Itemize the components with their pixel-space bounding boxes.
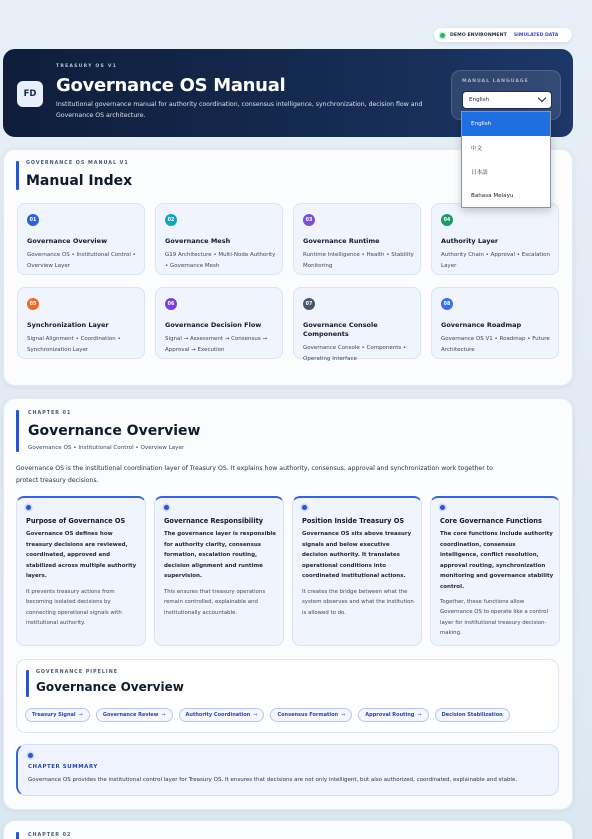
chapter-subtitle: Governance OS • Institutional Control • Overview Layer xyxy=(28,445,185,451)
pillar-title: Governance Responsibility xyxy=(164,517,264,525)
index-item-desc: Signal → Assessment → Consensus → Approval → Execution xyxy=(165,336,268,353)
index-item-title: Governance Mesh xyxy=(165,237,231,245)
arrow-right-icon: → xyxy=(341,712,346,718)
index-item-title: Authority Layer xyxy=(441,237,499,245)
pipeline-step[interactable] xyxy=(270,708,352,722)
accent-bar xyxy=(16,161,19,190)
language-label: MANUAL LANGUAGE xyxy=(462,79,529,84)
bullet-dot-icon xyxy=(302,505,307,510)
language-option-english[interactable]: English xyxy=(462,112,550,136)
bullet-dot-icon xyxy=(440,505,445,510)
index-number-badge: 03 xyxy=(303,214,315,226)
pillar-title: Position Inside Treasury OS xyxy=(302,517,405,525)
arrow-right-icon: → xyxy=(417,712,422,718)
pillar-note: This ensures that treasury operations remain controlled, explainable and institutionally accountable. xyxy=(164,589,266,616)
index-item-title: Governance Overview xyxy=(27,237,108,245)
pipeline-eyebrow: GOVERNANCE PIPELINE xyxy=(36,670,119,675)
pipeline-step-label: Consensus Formation xyxy=(277,712,339,718)
status-dot-icon xyxy=(440,33,445,38)
pipeline-step-label: Authority Coordination xyxy=(185,712,251,718)
arrow-right-icon: → xyxy=(161,712,166,718)
logo: FD xyxy=(17,81,43,107)
index-item-desc: Governance OS V1 • Roadmap • Future Architecture xyxy=(441,336,550,353)
summary-title: CHAPTER SUMMARY xyxy=(28,764,98,770)
chevron-down-icon xyxy=(538,94,546,102)
pillar-note: It prevents treasury actions from becoming isolated decisions by connecting operational signals with institutional authority. xyxy=(26,589,122,627)
pipeline-step[interactable] xyxy=(179,708,265,722)
pipeline-step[interactable] xyxy=(435,708,510,722)
index-item-01[interactable] xyxy=(17,203,145,275)
index-item-desc: Governance OS • Institutional Control • Overview Layer xyxy=(27,252,136,269)
pillar-lead: Governance OS defines how treasury decisions are reviewed, coordinated, approved and stabilized across multiple authority layers. xyxy=(26,531,137,580)
pipeline-step[interactable] xyxy=(96,708,173,722)
index-item-desc: Runtime Intelligence • Health • Stability Monitoring xyxy=(303,252,414,269)
hero-description: Institutional governance manual for authority coordination, consensus intelligence, synchronization, decision flow and Governance OS architecture. xyxy=(56,101,423,119)
chapter-02-card xyxy=(3,820,573,839)
pipeline-step[interactable] xyxy=(358,708,428,722)
pipeline-step-label: Governance Review xyxy=(102,712,159,718)
pillar-lead: Governance OS sits above treasury signals and below executive decision authority. It translates operational conditions into coordinated institutional actions. xyxy=(302,531,412,580)
language-option-japanese[interactable]: 日本語 xyxy=(471,170,488,176)
index-eyebrow: GOVERNANCE OS MANUAL V1 xyxy=(26,161,129,166)
index-number-badge: 08 xyxy=(441,298,453,310)
index-item-title: Synchronization Layer xyxy=(27,321,109,329)
index-item-title: Governance Decision Flow xyxy=(165,321,262,329)
index-number-badge: 06 xyxy=(165,298,177,310)
pillar-lead: The core functions include authority coordination, consensus intelligence, conflict resolution, approval routing, synchronization monitoring and governance stability control. xyxy=(440,531,554,590)
bullet-dot-icon xyxy=(164,505,169,510)
page-title: Governance OS Manual xyxy=(56,75,286,96)
pipeline-step-label: Treasury Signal xyxy=(32,712,76,718)
pipeline-steps xyxy=(25,708,510,722)
chapter-summary xyxy=(16,744,559,796)
chapter-title: Governance Overview xyxy=(28,423,201,439)
pillar-note: It creates the bridge between what the system observes and what the institution is allowed to do. xyxy=(302,589,414,616)
simulated-data-label: SIMULATED DATA xyxy=(513,32,559,38)
pipeline-step[interactable] xyxy=(25,708,90,722)
pillar-title: Core Governance Functions xyxy=(440,517,542,525)
index-item-03[interactable] xyxy=(293,203,421,275)
index-item-desc: Governance Console • Components • Operating Interface xyxy=(303,345,407,362)
pillar-note: Together, these functions allow Governance OS to operate like a control layer for institutional treasury decision-making. xyxy=(440,599,549,637)
arrow-right-icon: → xyxy=(78,712,83,718)
index-item-02[interactable] xyxy=(155,203,283,275)
pillar-title: Purpose of Governance OS xyxy=(26,517,126,525)
pipeline-step-label: Approval Routing xyxy=(365,712,415,718)
bullet-dot-icon xyxy=(26,505,31,510)
index-item-04[interactable] xyxy=(431,203,559,275)
bullet-dot-icon xyxy=(28,753,33,758)
language-option-malay[interactable]: Bahasa Melayu xyxy=(471,193,514,199)
environment-label: DEMO ENVIRONMENT xyxy=(450,32,507,38)
index-title: Manual Index xyxy=(26,173,133,189)
language-dropdown xyxy=(461,111,551,208)
pillar-lead: The governance layer is responsible for authority clarity, consensus formation, escalation routing, decision alignment and runtime supervision. xyxy=(164,531,277,580)
pillar-purpose xyxy=(16,496,146,646)
index-item-05[interactable] xyxy=(17,287,145,359)
pipeline-step-label: Decision Stabilization xyxy=(441,712,503,718)
accent-bar xyxy=(26,670,29,697)
pillar-responsibility xyxy=(154,496,284,646)
environment-badge xyxy=(434,28,572,42)
pillar-core-functions xyxy=(430,496,560,646)
chapter-intro: Governance OS is the institutional coordination layer of Treasury OS. It explains how authority, consensus, approval and synchronization work together to protect treasury decisions. xyxy=(16,465,493,484)
arrow-right-icon: → xyxy=(253,712,258,718)
hero-eyebrow: TREASURY OS V1 xyxy=(56,64,117,69)
language-option-chinese[interactable]: 中文 xyxy=(471,146,483,152)
accent-bar xyxy=(16,410,19,452)
index-item-08[interactable] xyxy=(431,287,559,359)
index-number-badge: 01 xyxy=(27,214,39,226)
pillar-position xyxy=(292,496,422,646)
index-number-badge: 07 xyxy=(303,298,315,310)
chapter-eyebrow: CHAPTER 02 xyxy=(28,833,72,838)
index-item-title: Governance Roadmap xyxy=(441,321,522,329)
index-item-desc: Authority Chain • Approval • Escalation Layer xyxy=(441,252,550,269)
index-item-desc: G19 Architecture • Multi-Node Authority • Governance Mesh xyxy=(165,252,276,269)
language-selected-value: English xyxy=(469,97,490,103)
index-item-07[interactable] xyxy=(293,287,421,362)
pipeline-title: Governance Overview xyxy=(36,680,184,694)
chapter-eyebrow: CHAPTER 01 xyxy=(28,411,72,416)
index-item-title: Governance Console Components xyxy=(303,321,378,338)
index-item-title: Governance Runtime xyxy=(303,237,380,245)
index-number-badge: 05 xyxy=(27,298,39,310)
language-select[interactable] xyxy=(462,91,552,109)
governance-pipeline xyxy=(16,659,559,733)
summary-text: Governance OS provides the institutional control layer for Treasury OS. It ensures that decisions are not only intelligent, but also authorized, coordinated, explainable and stable. xyxy=(28,777,518,783)
accent-bar xyxy=(16,832,19,839)
index-item-desc: Signal Alignment • Coordination • Synchronization Layer xyxy=(27,336,121,353)
index-number-badge: 02 xyxy=(165,214,177,226)
index-number-badge: 04 xyxy=(441,214,453,226)
index-item-06[interactable] xyxy=(155,287,283,359)
